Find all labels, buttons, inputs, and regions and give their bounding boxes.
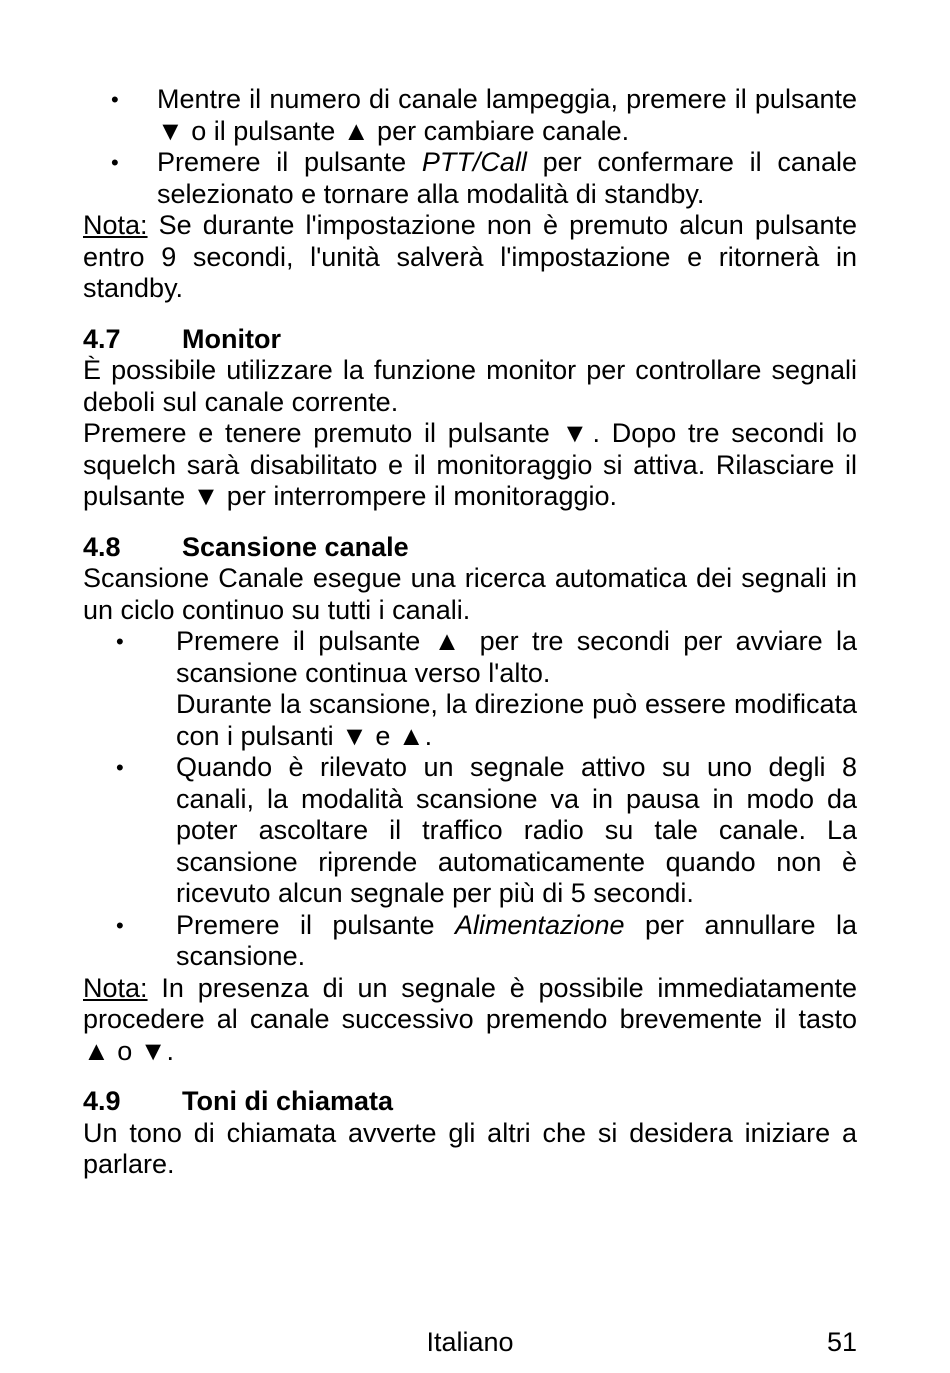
list-item xyxy=(83,910,857,973)
section-heading-4-8 xyxy=(83,532,857,564)
scan-bullet-list xyxy=(83,626,857,973)
section-title: Monitor xyxy=(182,323,281,354)
bullet-text: Mentre il numero di canale lampeggia, premere il pulsante ▼ o il pulsante ▲ per cambiare canale. xyxy=(157,84,857,146)
section-heading-4-7 xyxy=(83,324,857,356)
page-number: 51 xyxy=(826,1327,857,1357)
list-item xyxy=(83,84,857,147)
button-name-emphasis: PTT/Call xyxy=(421,147,527,177)
note-label: Nota: xyxy=(83,972,148,1003)
paragraph: Premere e tenere premuto il pulsante ▼. Dopo tre secondi lo squelch sarà disabilitato e il monitoraggio si attiva. Rilasciare il pulsante ▼ per interrompere il monitoraggio. xyxy=(83,418,857,511)
note-text: Se durante l'impostazione non è premuto alcun pulsante entro 9 secondi, l'unità salverà l'impostazione e ritornerà in standby. xyxy=(83,210,857,303)
note-label: Nota: xyxy=(83,210,148,240)
note-paragraph xyxy=(83,210,857,305)
intro-bullet-list xyxy=(83,84,857,210)
note-paragraph xyxy=(83,973,857,1068)
page-content xyxy=(83,84,857,1181)
list-item xyxy=(83,147,857,210)
section-number: 4.9 xyxy=(83,1086,121,1116)
paragraph: Un tono di chiamata avverte gli altri che si desidera iniziare a parlare. xyxy=(83,1117,857,1179)
paragraph: Scansione Canale esegue una ricerca automatica dei segnali in un ciclo continuo su tutti i canali. xyxy=(83,563,857,625)
section-number: 4.8 xyxy=(83,531,121,562)
bullet-text: Premere il pulsante xyxy=(176,909,455,940)
note-text: In presenza di un segnale è possibile immediatamente procedere al canale successivo premendo brevemente il tasto ▲ o ▼. xyxy=(83,972,857,1066)
section-title: Toni di chiamata xyxy=(182,1086,394,1116)
footer-language: Italiano xyxy=(426,1327,514,1357)
bullet-text: Premere il pulsante xyxy=(157,147,422,177)
bullet-text: per confermare il canale selezionato e tornare alla modalità di standby. xyxy=(157,147,857,209)
bullet-text: Quando è rilevato un segnale attivo su uno degli 8 canali, la modalità scansione va in pausa in modo da poter ascoltare il traffico radio su tale canale. La scansione riprende automaticamente quando non è ricevuto alcun segnale per più di 5 secondi. xyxy=(176,752,857,908)
section-number: 4.7 xyxy=(83,323,121,354)
bullet-text: Durante la scansione, la direzione può essere modificata con i pulsanti ▼ e ▲. xyxy=(176,689,857,751)
paragraph: È possibile utilizzare la funzione monitor per controllare segnali deboli sul canale corrente. xyxy=(83,355,857,417)
section-heading-4-9 xyxy=(83,1086,857,1118)
button-name-emphasis: Alimentazione xyxy=(454,909,625,940)
bullet-text: Premere il pulsante ▲ per tre secondi per avviare la scansione continua verso l'alto. xyxy=(176,626,857,688)
list-item xyxy=(83,626,857,752)
section-title: Scansione canale xyxy=(182,531,409,562)
list-item xyxy=(83,752,857,910)
bullet-text: per annullare la scansione. xyxy=(176,909,857,971)
